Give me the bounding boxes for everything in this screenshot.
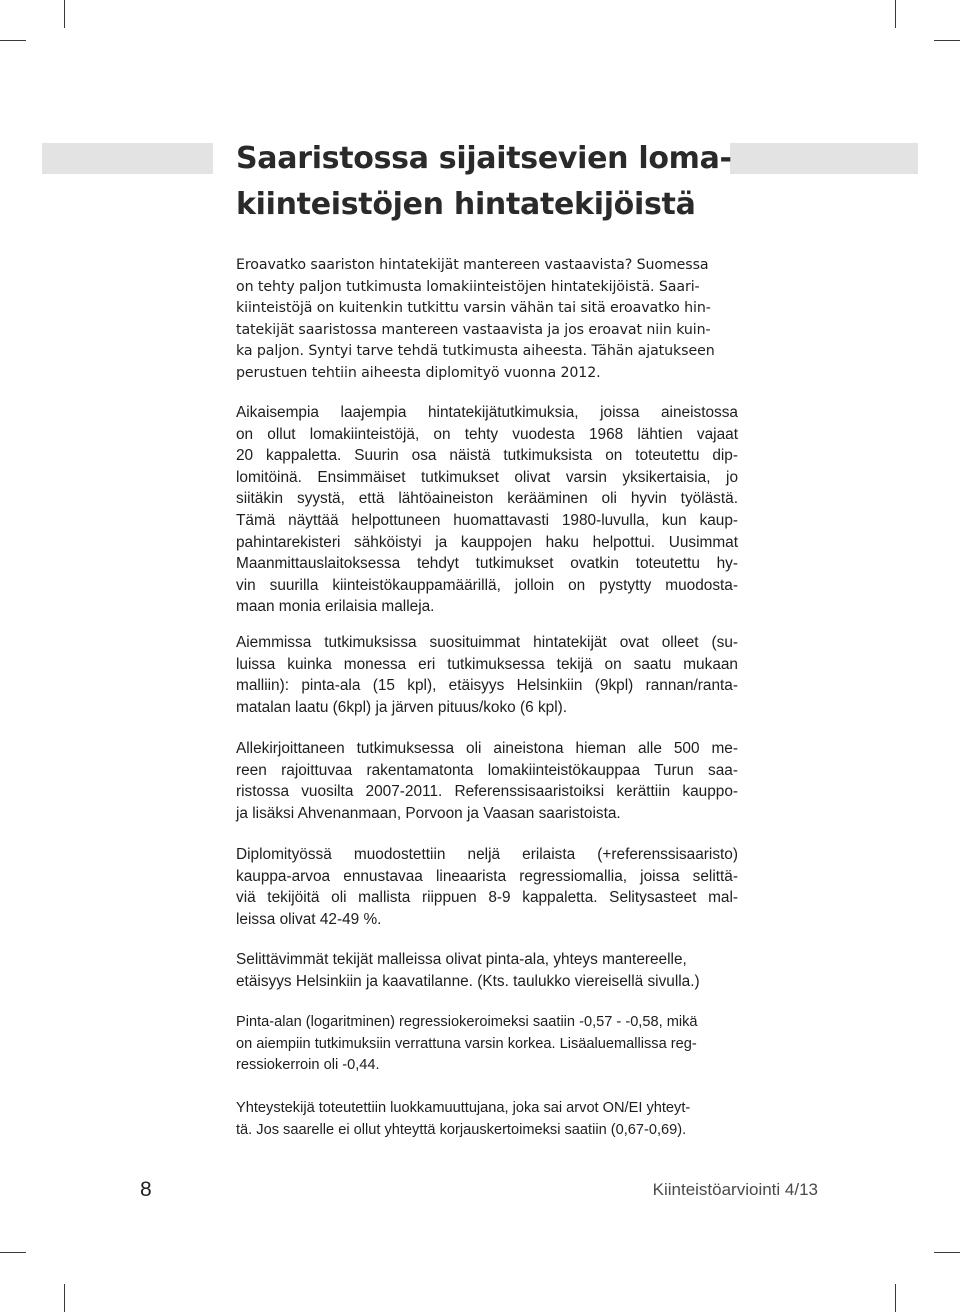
text-line: leissa olivat 42-49 %. — [236, 910, 382, 928]
article-title — [236, 136, 796, 228]
text-line: Pinta-alan (logaritminen) regressiokeroimeksi saatiin -0,57 - -0,58, mikä — [236, 1014, 698, 1030]
text-line: vin suurilla kiinteistökauppamäärillä, jolloin on pystytty muodosta- — [236, 576, 738, 594]
body-paragraph — [236, 402, 738, 618]
text-line: Aiemmissa tutkimuksissa suosituimmat hintatekijät ovat olleet (su- — [236, 634, 738, 651]
text-line: Maanmittauslaitoksessa tehdyt tutkimukset ovatkin toteutettu hy- — [236, 555, 738, 573]
body-paragraph — [236, 1098, 738, 1141]
text-line: Selittävimmät tekijät malleissa olivat pinta-ala, yhteys mantereelle, — [236, 951, 687, 968]
text-line: Yhteystekijä toteutettiin luokkamuuttujana, joka sai arvot ON/EI yhteyt- — [236, 1100, 691, 1116]
crop-mark — [895, 1284, 896, 1312]
body-paragraph — [236, 949, 738, 992]
text-line: pahintarekisteri sähköistyi ja kauppojen haku helpottui. Uusimmat — [236, 533, 738, 551]
page-number: 8 — [140, 1178, 152, 1201]
crop-mark — [895, 0, 896, 28]
text-line: etäisyys Helsinkiin ja kaavatilanne. (Kts. taulukko viereisellä sivulla.) — [236, 972, 700, 990]
text-line: kiinteistöjä on kuitenkin tutkittu varsin vähän tai sitä eroavatko hin- — [236, 300, 711, 317]
text-line: kauppa-arvoa ennustavaa lineaarista regressiomallia, joissa selittä- — [236, 867, 738, 885]
body-paragraph — [236, 1012, 738, 1077]
crop-mark — [64, 1284, 65, 1312]
crop-mark — [934, 1252, 960, 1253]
crop-mark — [0, 1252, 26, 1253]
text-line: ressiokerroin oli -0,44. — [236, 1057, 380, 1074]
text-line: tä. Jos saarelle ei ollut yhteyttä korjauskertoimeksi saatiin (0,67-0,69). — [236, 1121, 687, 1138]
text-line: reen rajoittuvaa rakentamatonta lomakiinteistökauppaa Turun saa- — [236, 761, 738, 779]
text-line: malliin): pinta-ala (15 kpl), etäisyys Helsinkiin (9kpl) rannan/ranta- — [236, 677, 738, 695]
intro-paragraph — [236, 255, 738, 385]
text-line: Aikaisempia laajempia hintatekijätutkimuksia, joissa aineistossa — [236, 404, 738, 421]
body-paragraph — [236, 632, 738, 718]
text-line: Diplomityössä muodostettiin neljä erilaista (+referenssisaaristo) — [236, 846, 738, 863]
text-line: viä tekijöitä oli mallista riippuen 8-9 kappaletta. Selitysasteet mal- — [236, 889, 738, 907]
text-line: ka paljon. Syntyi tarve tehdä tutkimusta aiheesta. Tähän ajatukseen — [236, 343, 715, 360]
text-line: on ollut lomakiinteistöjä, on tehty vuodesta 1968 lähtien vajaat — [236, 425, 738, 443]
text-line: ja lisäksi Ahvenanmaan, Porvoon ja Vaasan saaristoista. — [236, 804, 621, 822]
text-line: tatekijät saaristossa mantereen vastaavista ja jos eroavat niin kuin- — [236, 321, 711, 338]
text-line: on aiempiin tutkimuksiin verrattuna varsin korkea. Lisäaluemallissa reg- — [236, 1035, 697, 1052]
crop-mark — [0, 40, 26, 41]
text-line: luissa kuinka monessa eri tutkimuksessa tekijä on saatu mukaan — [236, 655, 738, 673]
text-line: ristossa vuosilta 2007-2011. Referenssisaaristoiksi kerättiin kauppo- — [236, 783, 738, 801]
text-line: Allekirjoittaneen tutkimuksessa oli aineistona hieman alle 500 me- — [236, 740, 738, 757]
text-line: Eroavatko saariston hintatekijät mantereen vastaavista? Suomessa — [236, 257, 709, 273]
title-line: kiinteistöjen hintatekijöistä — [236, 187, 696, 222]
body-paragraph — [236, 844, 738, 930]
text-line: maan monia erilaisia malleja. — [236, 598, 435, 616]
crop-mark — [64, 0, 65, 28]
title-line: Saaristossa sijaitsevien loma- — [236, 141, 732, 176]
text-line: matalan laatu (6kpl) ja järven pituus/koko (6 kpl). — [236, 698, 568, 716]
text-line: siitäkin syystä, että lähtöaineiston kerääminen oli hyvin työlästä. — [236, 490, 738, 508]
crop-mark — [934, 40, 960, 41]
magazine-issue: Kiinteistöarviointi 4/13 — [652, 1180, 818, 1199]
text-line: lomitöinä. Ensimmäiset tutkimukset olivat varsin yksikertaisia, jo — [236, 468, 738, 486]
text-line: on tehty paljon tutkimusta lomakiinteistöjen hintatekijöistä. Saari- — [236, 278, 700, 295]
text-line: 20 kappaletta. Suurin osa näistä tutkimuksista on toteutettu dip- — [236, 447, 738, 465]
body-paragraph — [236, 738, 738, 824]
title-band-left — [42, 143, 213, 174]
text-line: Tämä näyttää helpottuneen huomattavasti 1980-luvulla, kun kaup- — [236, 511, 738, 529]
text-line: perustuen tehtiin aiheesta diplomityö vuonna 2012. — [236, 364, 601, 381]
